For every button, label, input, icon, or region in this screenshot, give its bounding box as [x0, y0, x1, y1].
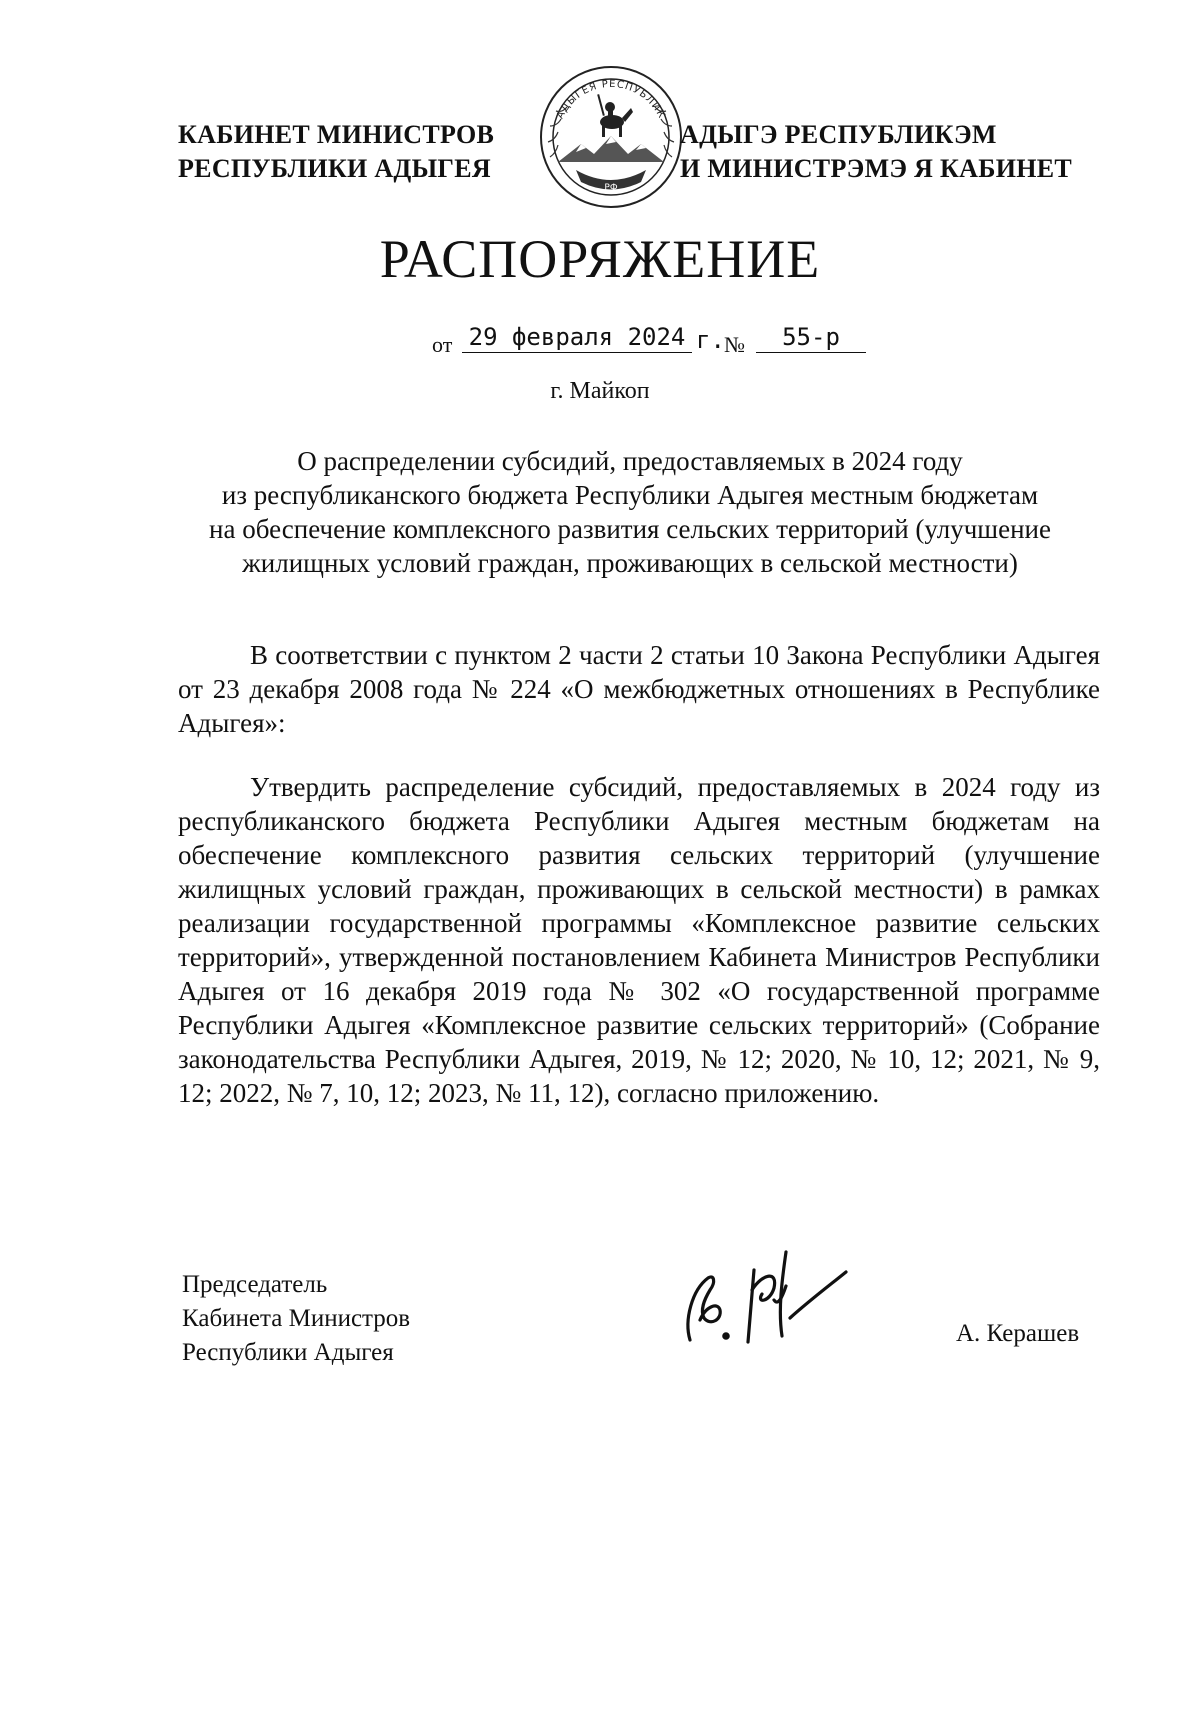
number-value: 55-р — [756, 322, 866, 353]
date-number-row — [0, 318, 1200, 362]
paragraph-1-text: В соответствии с пунктом 2 части 2 статьи 10 Закона Республики Адыгея от 23 декабря 2008 года № 224 «О межбюджетных отношениях в Республике Адыгея»: — [178, 640, 1100, 738]
subject-line2: из республиканского бюджета Республики Адыгея местным бюджетам — [221, 480, 1039, 510]
signer-name: А. Керашев — [956, 1320, 1080, 1347]
header-left — [178, 118, 498, 186]
signer-line1: Председатель — [182, 1271, 328, 1298]
date-prefix: от — [432, 332, 453, 357]
header-left-line2: РЕСПУБЛИКИ АДЫГЕЯ — [178, 154, 491, 183]
header-left-line1: КАБИНЕТ МИНИСТРОВ — [178, 120, 495, 149]
date-suffix: г. — [696, 326, 725, 354]
subject-line3: на обеспечение комплексного развития сельских территорий (улучшение — [209, 514, 1051, 544]
signer-title — [182, 1268, 410, 1370]
body-paragraph-1 — [178, 638, 1100, 740]
svg-text:АДЫГЕЯ РЕСПУБЛИК: АДЫГЕЯ РЕСПУБЛИК — [554, 78, 668, 121]
paragraph-2-text: Утвердить распределение субсидий, предоставляемых в 2024 году из республиканского бюджета Республики Адыгея местным бюджетам на обеспечение комплексного развития сельских территорий (улучшение жилищных условий граждан, проживающих в сельской местности) в рамках реализации государственной программы «Комплексное развитие сельских территорий», утвержденной постановлением Кабинета Министров Республики Адыгея от 16 декабря 2019 года № 302 «О государственной программе Республики Адыгея «Комплексное развитие сельских территорий» (Собрание законодательства Республики Адыгея, 2019, № 12; 2020, № 10, 12; 2021, № 9, 12; 2022, № 7, 10, 12; 2023, № 11, 12), согласно приложению. — [178, 772, 1100, 1108]
number-label: № — [724, 332, 745, 357]
coat-of-arms-emblem — [536, 62, 686, 212]
body-paragraph-2 — [178, 770, 1100, 1110]
signer-line3: Республики Адыгея — [182, 1339, 394, 1366]
subject-line4: жилищных условий граждан, проживающих в сельской местности) — [242, 548, 1018, 578]
svg-text:РФ: РФ — [604, 183, 618, 193]
subject-line1: О распределении субсидий, предоставляемых в 2024 году — [297, 446, 963, 476]
city: г. Майкоп — [550, 378, 650, 404]
header-right-line2: И МИНИСТРЭМЭ Я КАБИНЕТ — [680, 154, 1073, 183]
signer-line2: Кабинета Министров — [182, 1305, 411, 1332]
handwritten-signature-icon — [670, 1230, 850, 1360]
header-right-line1: АДЫГЭ РЕСПУБЛИКЭМ — [680, 120, 997, 149]
date-value: 29 февраля 2024 — [462, 322, 692, 353]
subject-block — [170, 444, 1090, 580]
document-title: РАСПОРЯЖЕНИЕ — [379, 229, 821, 289]
header-right — [680, 118, 1100, 186]
